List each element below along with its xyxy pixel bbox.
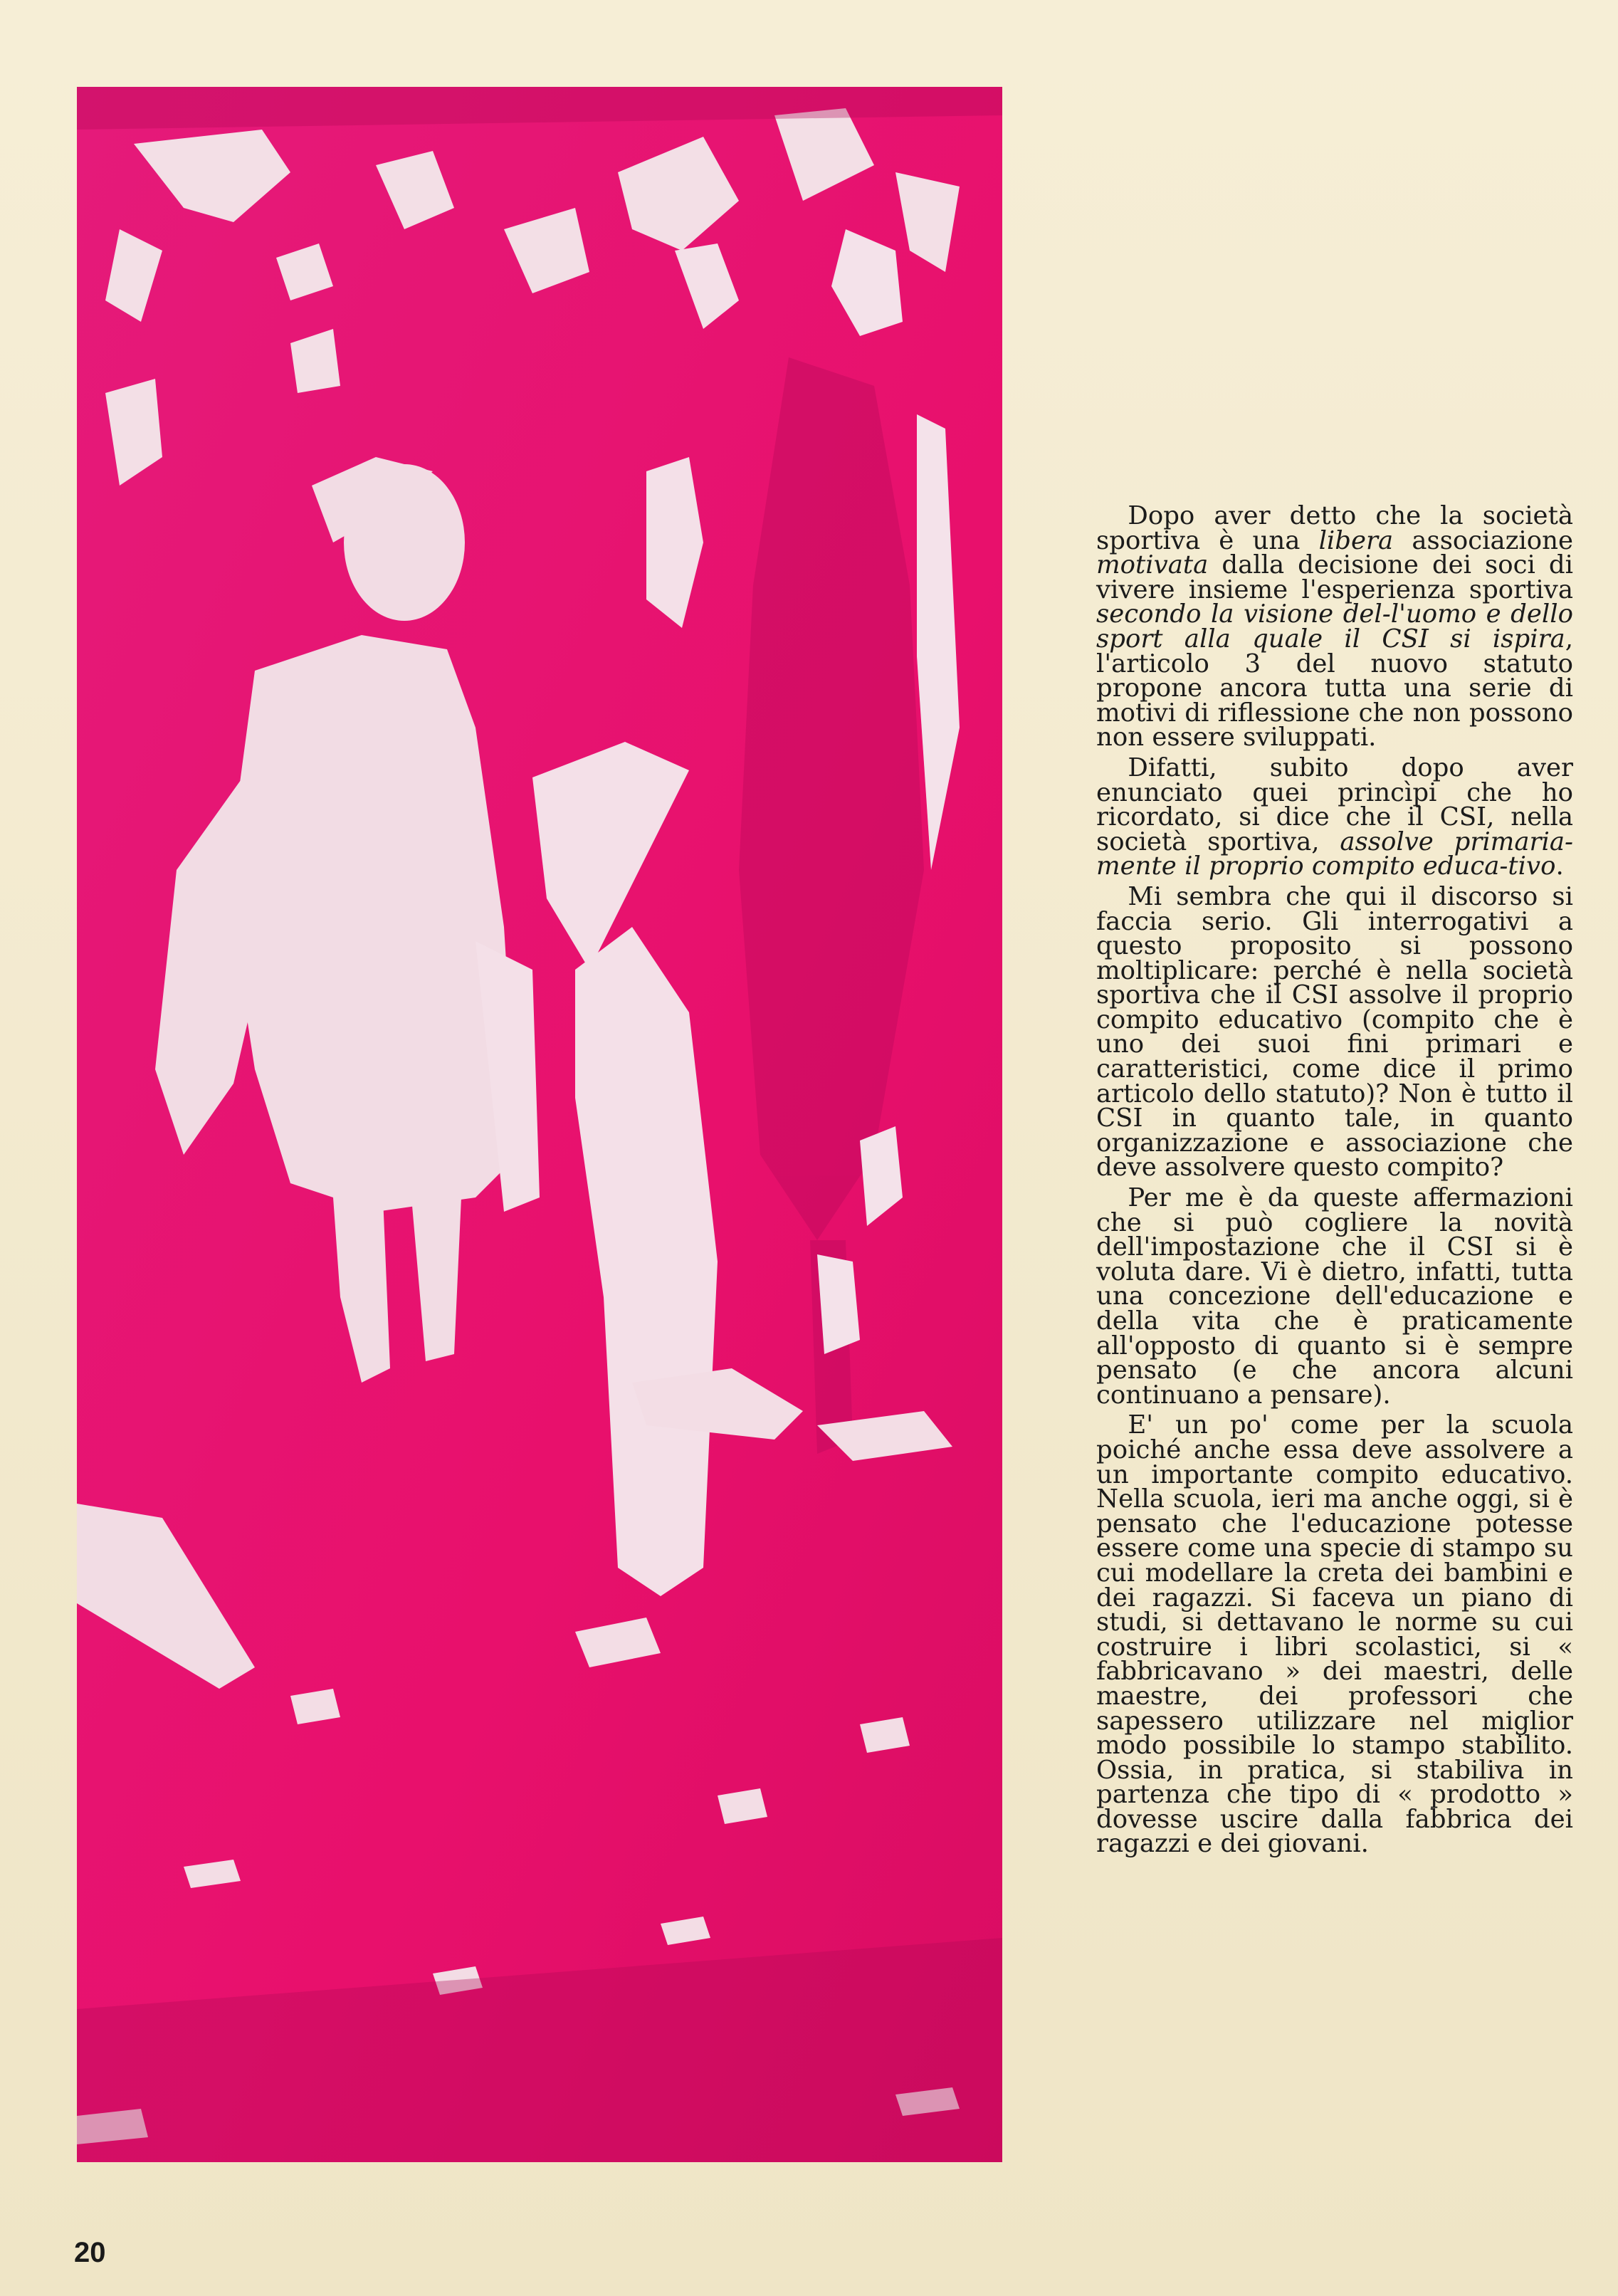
photo-figures [77,87,1002,2162]
text-run: Mi sembra che qui il discorso si faccia serio. Gli interrogativi a questo proposito si possono moltiplicare: perché è nella società sportiva che il CSI assolve il proprio compito educativo (compito che è uno dei suoi fini primari e caratteristici, come dice il primo articolo dello statuto)? Non è tutto il CSI in quanto tale, in quanto organizzazione e associazione che deve assolvere questo compito? [1096,881,1573,1183]
page-number: 20 [74,2237,106,2268]
text-run: , l'articolo 3 del nuovo statuto propone ancora tutta una serie di motivi di riflessione che non possono non essere sviluppati. [1096,624,1573,753]
text-run: . [1555,851,1564,881]
text-run: E' un po' come per la scuola poiché anche essa deve assolvere a un importante compito educativo. Nella scuola, ieri ma anche oggi, si è pensato che l'educazione potesse essere come una specie di stampo su cui modellare la creta dei bambini e dei ragazzi. Si faceva un piano di studi, si dettavano le norme su cui costruire i libri scolastici, si « fabbricavano » dei maestri, delle maestre, dei professori che sapessero utilizzare nel miglior modo possibile lo stampo stabilito. Ossia, in pratica, si stabiliva in partenza che tipo di « prodotto » dovesse uscire dalla fabbrica dei ragazzi e dei giovani. [1096,1410,1573,1859]
italic-run: motivata [1096,550,1209,580]
paragraph [1096,501,1573,753]
article-text [1096,501,1573,1862]
italic-run: assolve primaria-mente il proprio compito educa-tivo [1096,827,1573,881]
paragraph [1096,1183,1573,1410]
text-run: Difatti, subito dopo aver enunciato quei princìpi che ho ricordato, si dice che il CSI, nella società sportiva, [1096,753,1573,856]
paragraph [1096,1410,1573,1859]
italic-run: libera [1318,525,1394,555]
show-through-from-reverse-page [1054,64,1595,449]
italic-run: secondo la visione del-l'uomo e dello sport alla quale il CSI si ispira [1096,599,1573,654]
paragraph [1096,881,1573,1183]
paragraph [1096,753,1573,881]
text-run: Dopo aver detto che la società sportiva è una [1096,501,1573,555]
text-run: Per me è da queste affermazioni che si può cogliere la novità dell'impostazione che il CSI si è voluta dare. Vi è dietro, infatti, tutta una concezione dell'educazione e della vita che è praticamente all'opposto di quanto si è sempre pensato (e che ancora alcuni continuano a pensare). [1096,1183,1573,1410]
text-run: associazione [1393,525,1573,555]
text-run: dalla decisione dei soci di vivere insieme l'esperienza sportiva [1096,550,1573,604]
halftone-photo [77,87,1002,2162]
